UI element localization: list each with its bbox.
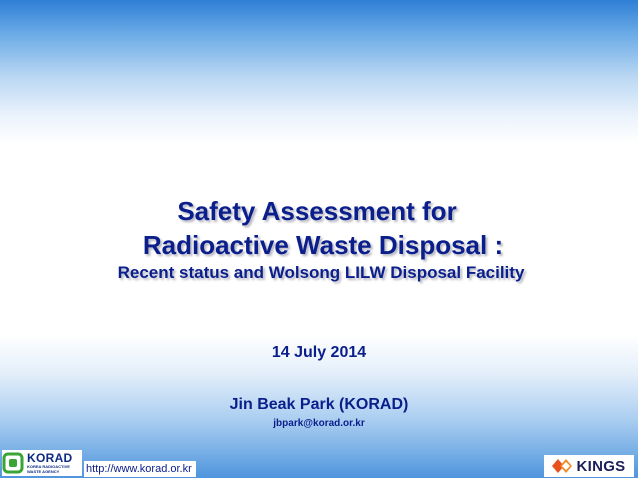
- korad-emblem-icon: [2, 452, 24, 474]
- subtitle: Recent status and Wolsong LILW Disposal Facility: [117, 263, 525, 282]
- korad-logo-line1: KOREA RADIOACTIVE: [27, 464, 70, 469]
- title-line-2: Radioactive Waste Disposal :: [142, 230, 504, 260]
- korad-logo-name: KORAD: [27, 451, 73, 465]
- title-line-1: Safety Assessment for: [177, 196, 457, 226]
- author-email: jbpark@korad.or.kr: [273, 418, 365, 429]
- kings-emblem-icon: [552, 458, 574, 474]
- kings-logo: [544, 455, 634, 477]
- korad-logo-line2: WASTE AGENCY: [27, 469, 60, 474]
- presentation-date: 14 July 2014: [271, 344, 367, 361]
- kings-logo-name: KINGS: [576, 457, 626, 475]
- website-url[interactable]: http://www.korad.or.kr: [84, 461, 196, 477]
- korad-logo: [2, 450, 82, 476]
- author-name: Jin Beak Park (KORAD): [229, 396, 409, 413]
